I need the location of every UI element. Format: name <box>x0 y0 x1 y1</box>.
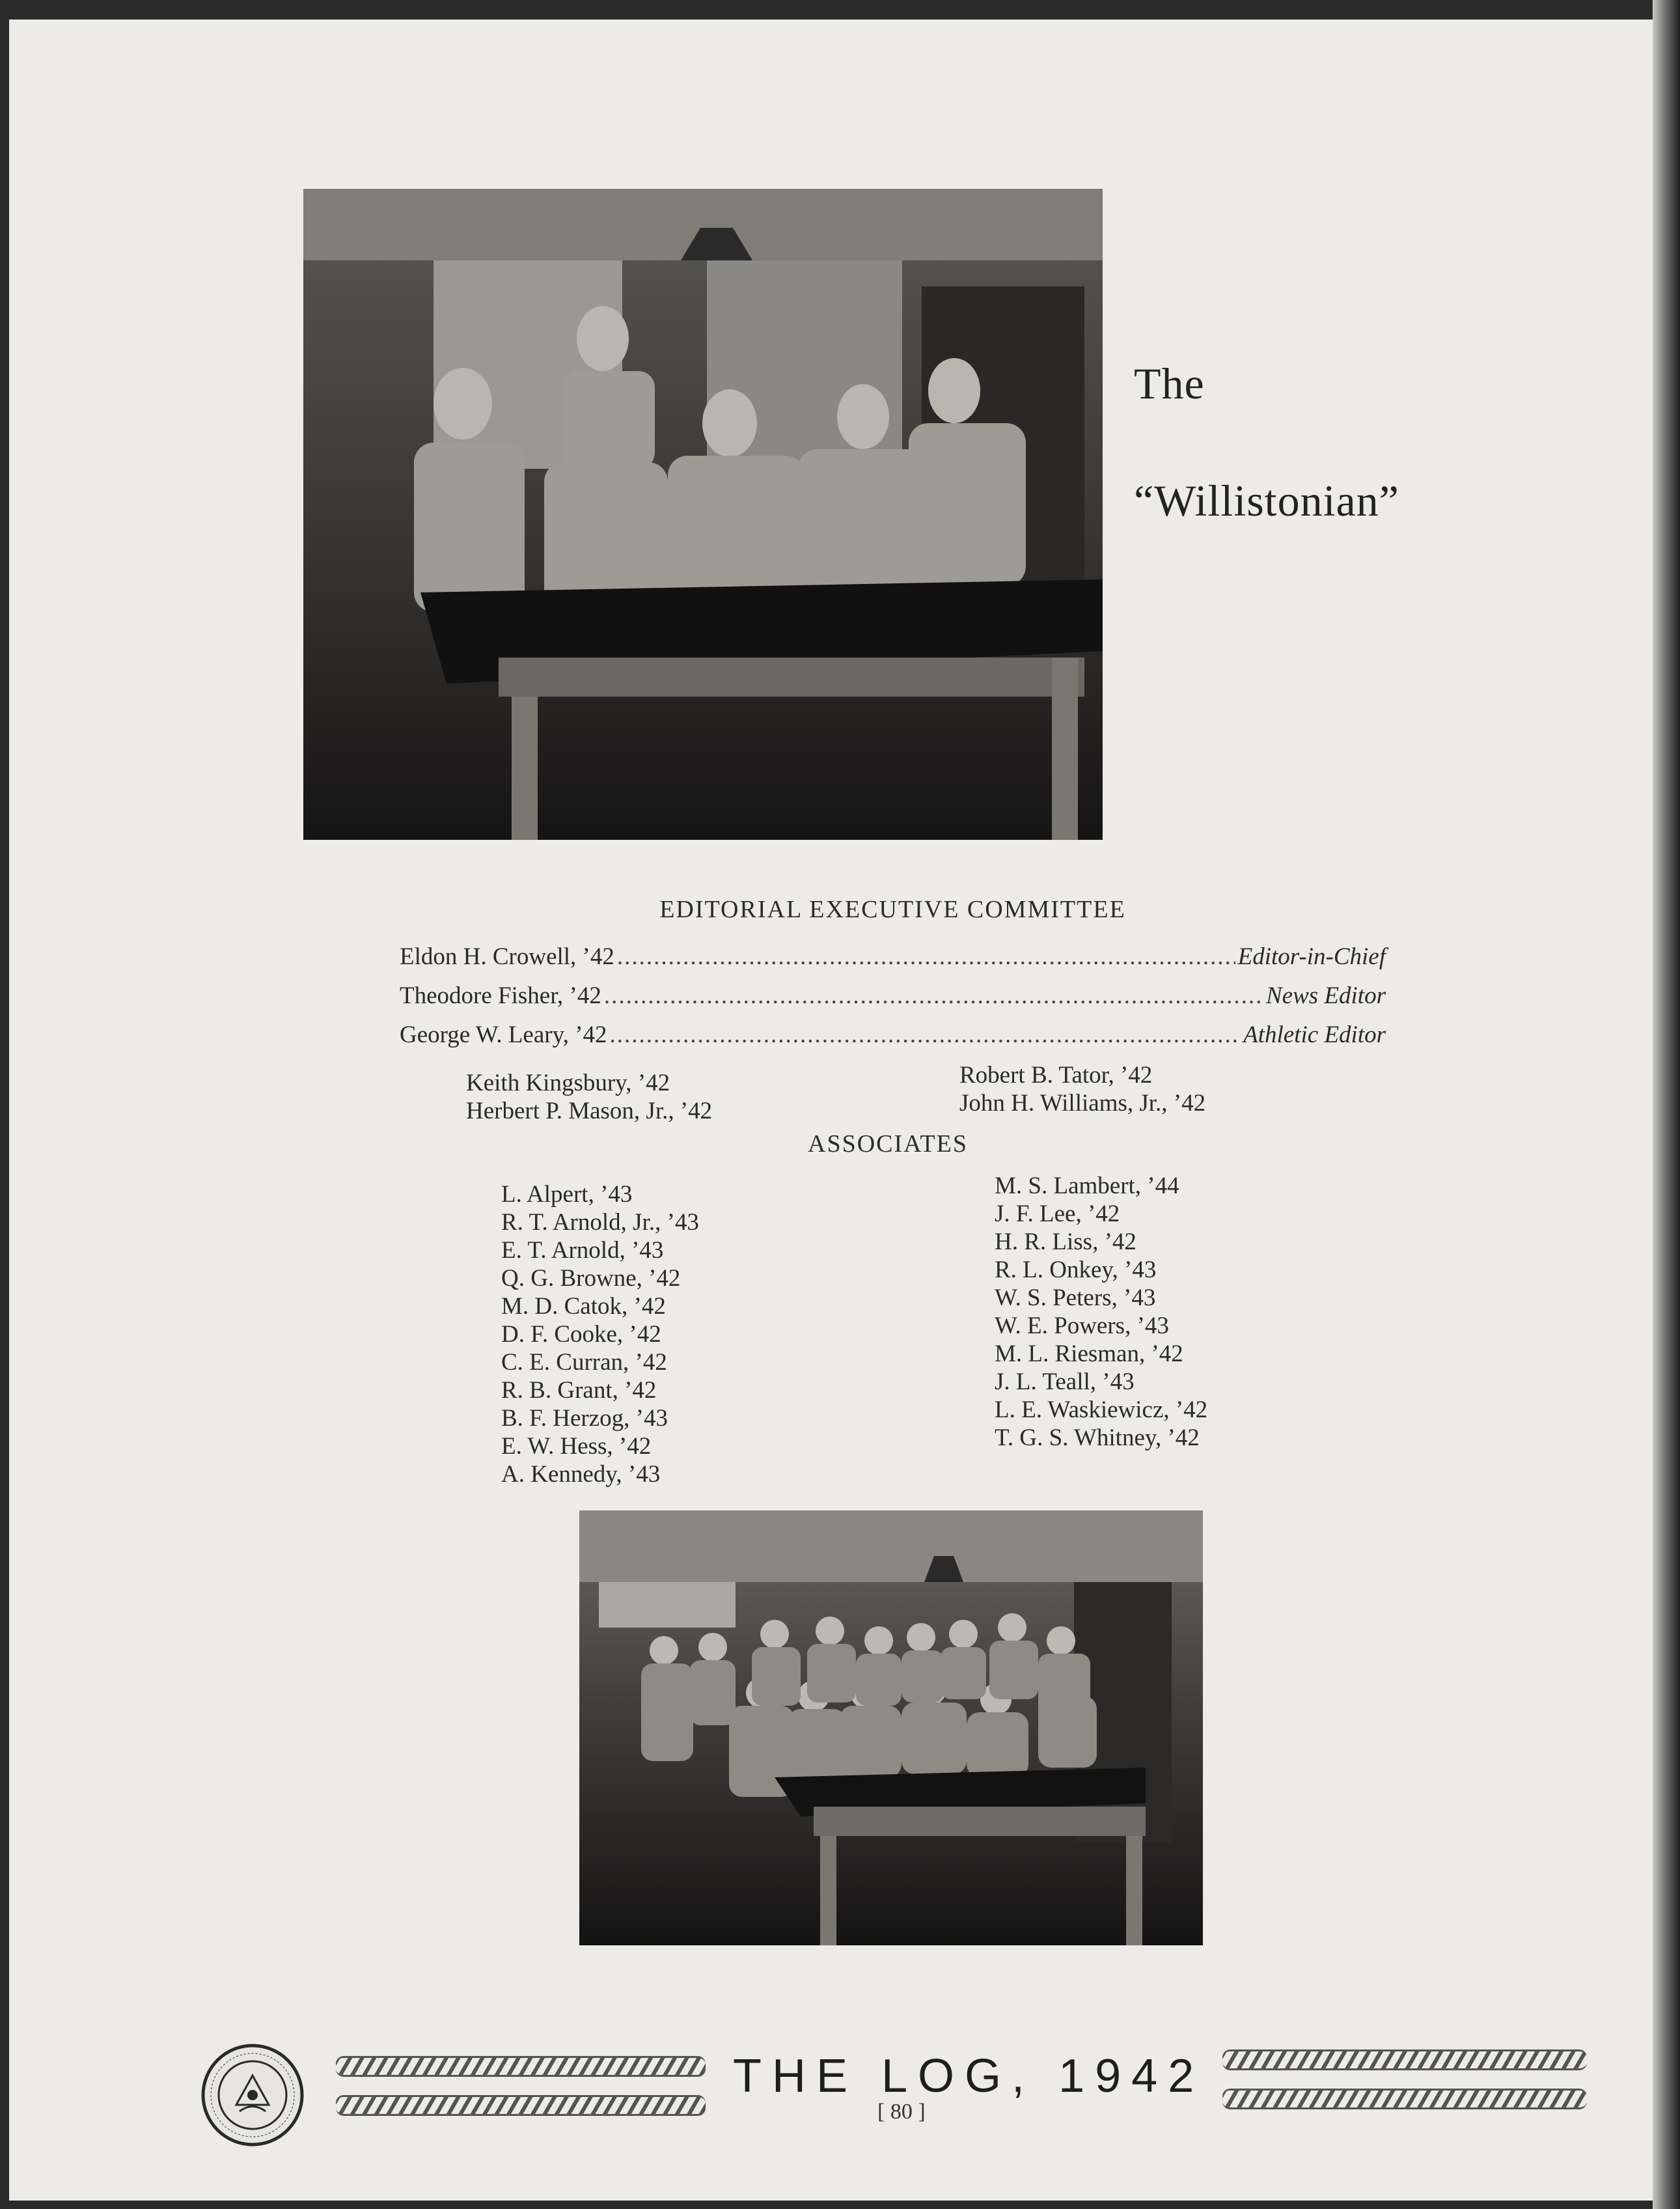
committee-members-right <box>959 1061 1205 1117</box>
member-name: Herbert P. Mason, Jr., ’42 <box>466 1098 713 1124</box>
title-the: The <box>1134 359 1205 408</box>
associates-right-column <box>995 1172 1207 1452</box>
associate-name: W. E. Powers, ’43 <box>995 1313 1169 1339</box>
editorial-committee-photo <box>303 189 1103 840</box>
associate-name: L. Alpert, ’43 <box>501 1181 633 1208</box>
title-willistonian: “Willistonian” <box>1134 476 1399 525</box>
book-spine-edge <box>1653 0 1680 2209</box>
decorative-rope-right-top <box>1222 2049 1587 2070</box>
associate-name: M. S. Lambert, ’44 <box>995 1173 1179 1199</box>
role-title: Athletic Editor <box>1243 1021 1386 1048</box>
footer-title: THE LOG, 1942 <box>733 2050 1205 2102</box>
associate-name: L. E. Waskiewicz, ’42 <box>995 1396 1208 1423</box>
associates-heading: ASSOCIATES <box>808 1130 968 1158</box>
role-row-editor-in-chief <box>400 943 1386 971</box>
williston-academy-seal-icon <box>200 2043 305 2147</box>
role-row-athletic-editor <box>400 1021 1386 1049</box>
page-number: [ 80 ] <box>877 2100 926 2124</box>
associate-name: M. D. Catok, ’42 <box>501 1293 666 1320</box>
member-name: Robert B. Tator, ’42 <box>959 1062 1153 1089</box>
associate-name: C. E. Curran, ’42 <box>501 1349 667 1376</box>
role-name: Eldon H. Crowell, ’42 <box>400 943 614 970</box>
associate-name: E. T. Arnold, ’43 <box>501 1237 664 1264</box>
associate-name: J. L. Teall, ’43 <box>995 1368 1135 1395</box>
associate-name: H. R. Liss, ’42 <box>995 1229 1136 1255</box>
associate-name: B. F. Herzog, ’43 <box>501 1405 668 1432</box>
associate-name: E. W. Hess, ’42 <box>501 1433 652 1460</box>
associate-name: R. B. Grant, ’42 <box>501 1377 657 1404</box>
associate-name: D. F. Cooke, ’42 <box>501 1321 661 1348</box>
associate-name: R. L. Onkey, ’43 <box>995 1257 1157 1283</box>
role-name: Theodore Fisher, ’42 <box>400 982 601 1009</box>
member-name: John H. Williams, Jr., ’42 <box>959 1090 1206 1117</box>
associates-left-column <box>501 1180 699 1488</box>
decorative-rope-right-bottom <box>1222 2089 1587 2109</box>
yearbook-page <box>9 20 1655 2201</box>
leader-dots <box>604 982 1263 1010</box>
role-name: George W. Leary, ’42 <box>400 1021 607 1048</box>
leader-dots <box>610 1021 1241 1049</box>
associate-name: W. S. Peters, ’43 <box>995 1285 1156 1311</box>
role-title: Editor-in-Chief <box>1237 943 1386 970</box>
associate-name: R. T. Arnold, Jr., ’43 <box>501 1209 699 1236</box>
committee-heading: EDITORIAL EXECUTIVE COMMITTEE <box>659 896 1126 923</box>
associate-name: T. G. S. Whitney, ’42 <box>995 1424 1200 1451</box>
associate-name: M. L. Riesman, ’42 <box>995 1341 1183 1367</box>
associate-name: J. F. Lee, ’42 <box>995 1201 1120 1227</box>
decorative-rope-left-bottom <box>336 2095 706 2116</box>
role-title: News Editor <box>1266 982 1386 1009</box>
member-name: Keith Kingsbury, ’42 <box>466 1070 670 1096</box>
associate-name: Q. G. Browne, ’42 <box>501 1265 681 1292</box>
committee-members-left <box>466 1069 712 1125</box>
leader-dots <box>617 943 1235 971</box>
decorative-rope-left-top <box>336 2056 706 2077</box>
role-row-news-editor <box>400 982 1386 1010</box>
staff-group-photo <box>579 1510 1203 1945</box>
associate-name: A. Kennedy, ’43 <box>501 1461 661 1488</box>
